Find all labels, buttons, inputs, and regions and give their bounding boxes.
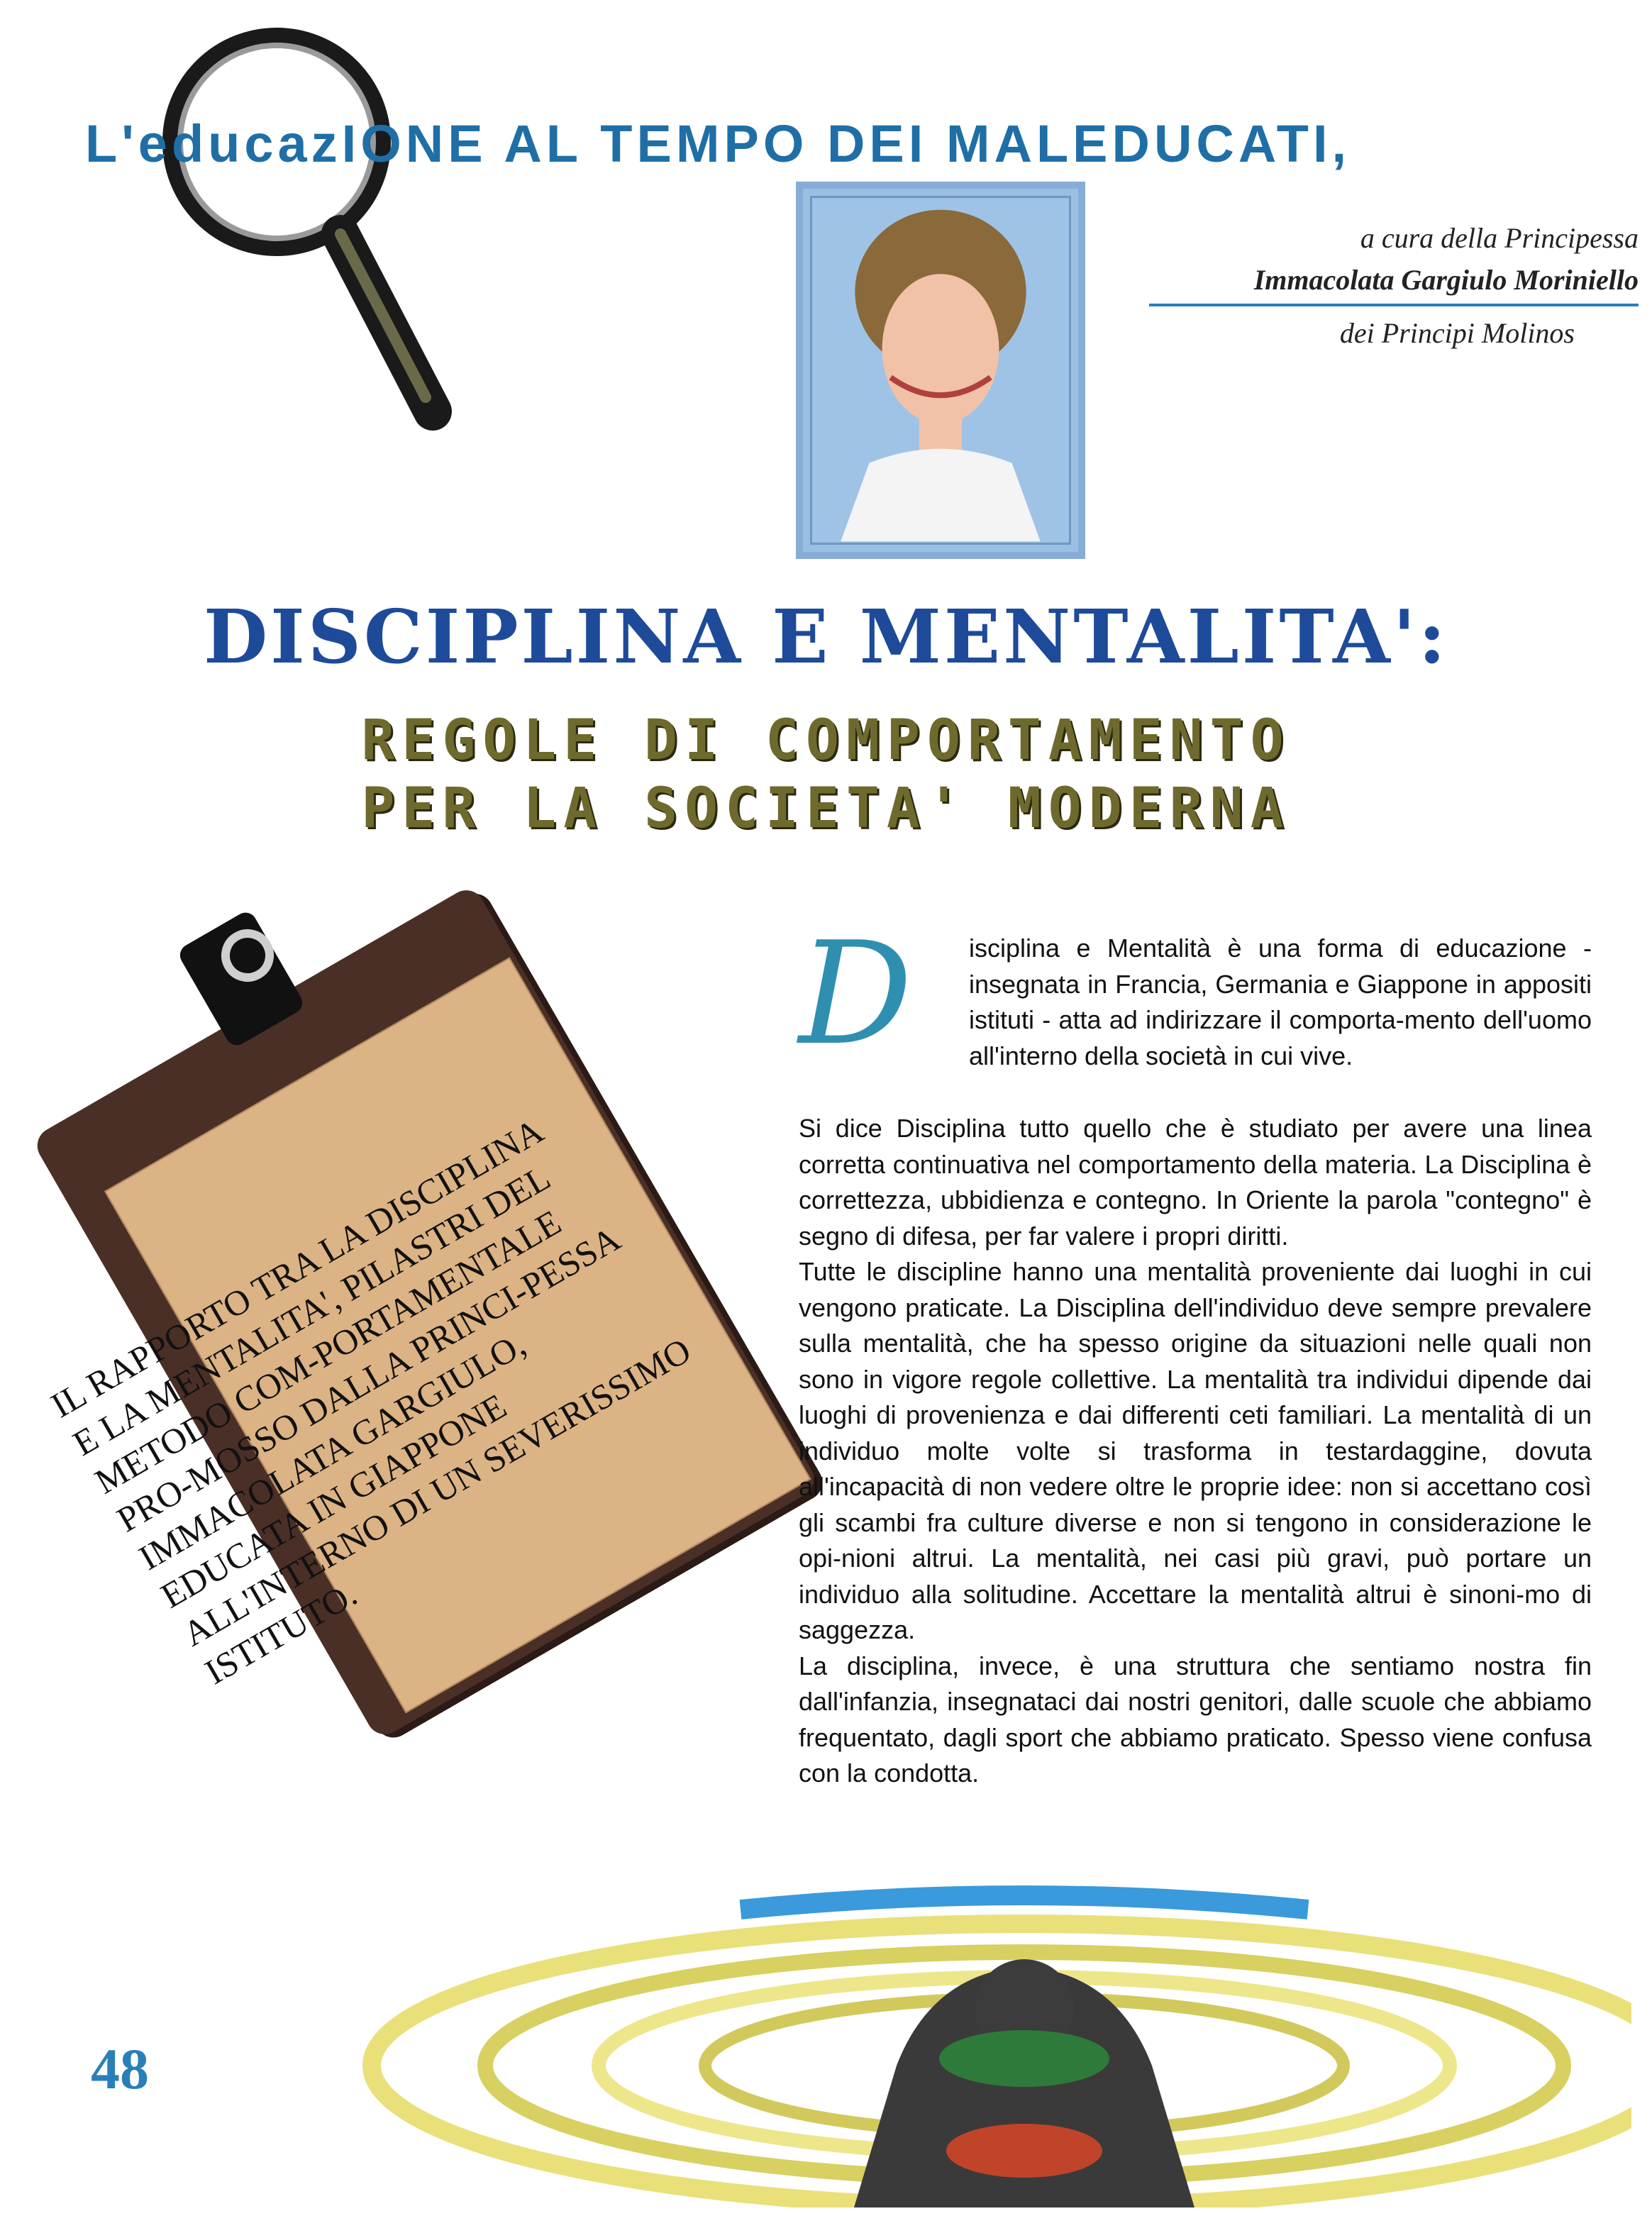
clipboard-callout	[28, 908, 809, 1745]
author-portrait	[796, 182, 1085, 559]
subheadline	[0, 707, 1652, 843]
author-name: Immacolata Gargiulo Moriniello	[1253, 264, 1639, 296]
portrait-image	[812, 198, 1069, 543]
article-paragraph: La disciplina, invece, è una struttura che sentiamo nostra fin dall'infanzia, insegnataci dai nostri genitori, dalle scuole che abbiamo frequentato, dagli sport che abbiamo praticato. Spesso viene confusa con la condotta.	[799, 1651, 1592, 1788]
series-title: L'educazIONE AL TEMPO DEI MALEDUCATI,	[85, 114, 1351, 173]
drop-cap: D	[799, 912, 913, 1077]
headline: DISCIPLINA E MENTALITA':	[203, 593, 1449, 680]
author-title: dei Principi Molinos	[1339, 317, 1575, 349]
subheadline-line-1: REGOLE DI COMPORTAMENTO	[361, 709, 1291, 772]
subheadline-line-2: PER LA SOCIETA' MODERNA	[361, 777, 1291, 841]
article-lead: isciplina e Mentalità è una forma di educazione - insegnata in Francia, Germania e Giappone in appositi istituti - atta ad indirizzare il comporta-mento dell'uomo all'interno della società in cui vive.	[969, 934, 1592, 1070]
magnifying-glass-icon	[128, 14, 468, 440]
clipboard-quote: IL RAPPORTO TRA LA DISCIPLINA E LA MENTALITA', PILASTRI DEL METODO COM-PORTAMENTALE PRO-MOSSO DALLA PRINCI-PESSA IMMACOLATA GARGIULO, EDUCATA IN GIAPPONE ALL'INTERNO DI UN SEVERISSIMO ISTITUTO.	[44, 1111, 698, 1693]
byline-rule	[1149, 304, 1639, 306]
byline-intro: a cura della Principessa	[1360, 222, 1639, 254]
article-body	[799, 1111, 1592, 1792]
article-paragraph: Si dice Disciplina tutto quello che è studiato per avere una linea corretta continuativa nel comportamento della materia. La Disciplina è correttezza, ubbidienza e contegno. In Oriente la parola "contegno" è segno di difesa, per far valere i propri diritti.	[799, 1114, 1592, 1251]
decorative-ripple-figure	[315, 1881, 1631, 2207]
page-number: 48	[91, 2037, 149, 2101]
byline	[1114, 221, 1639, 350]
article-paragraph: Tutte le discipline hanno una mentalità proveniente dai luoghi in cui vengono praticate. La Disciplina dell'individuo deve sempre prevalere sulla mentalità, che ha spesso origine da situazioni nelle quali non sono in vigore regole collettive. La mentalità tra individui dipende dai luoghi di provenienza e dai differenti ceti familiari. La mentalità di un individuo molte volte si trasforma in testardaggine, dovuta all'incapacità di non vedere oltre le proprie idee: non si accettano così gli scambi fra culture diverse e non si tengono in considerazione le opi-nioni altrui. La mentalità, nei casi più gravi, può portare un individuo alla solitudine. Accettare la mentalità altrui è sinoni-mo di saggezza.	[799, 1257, 1592, 1644]
